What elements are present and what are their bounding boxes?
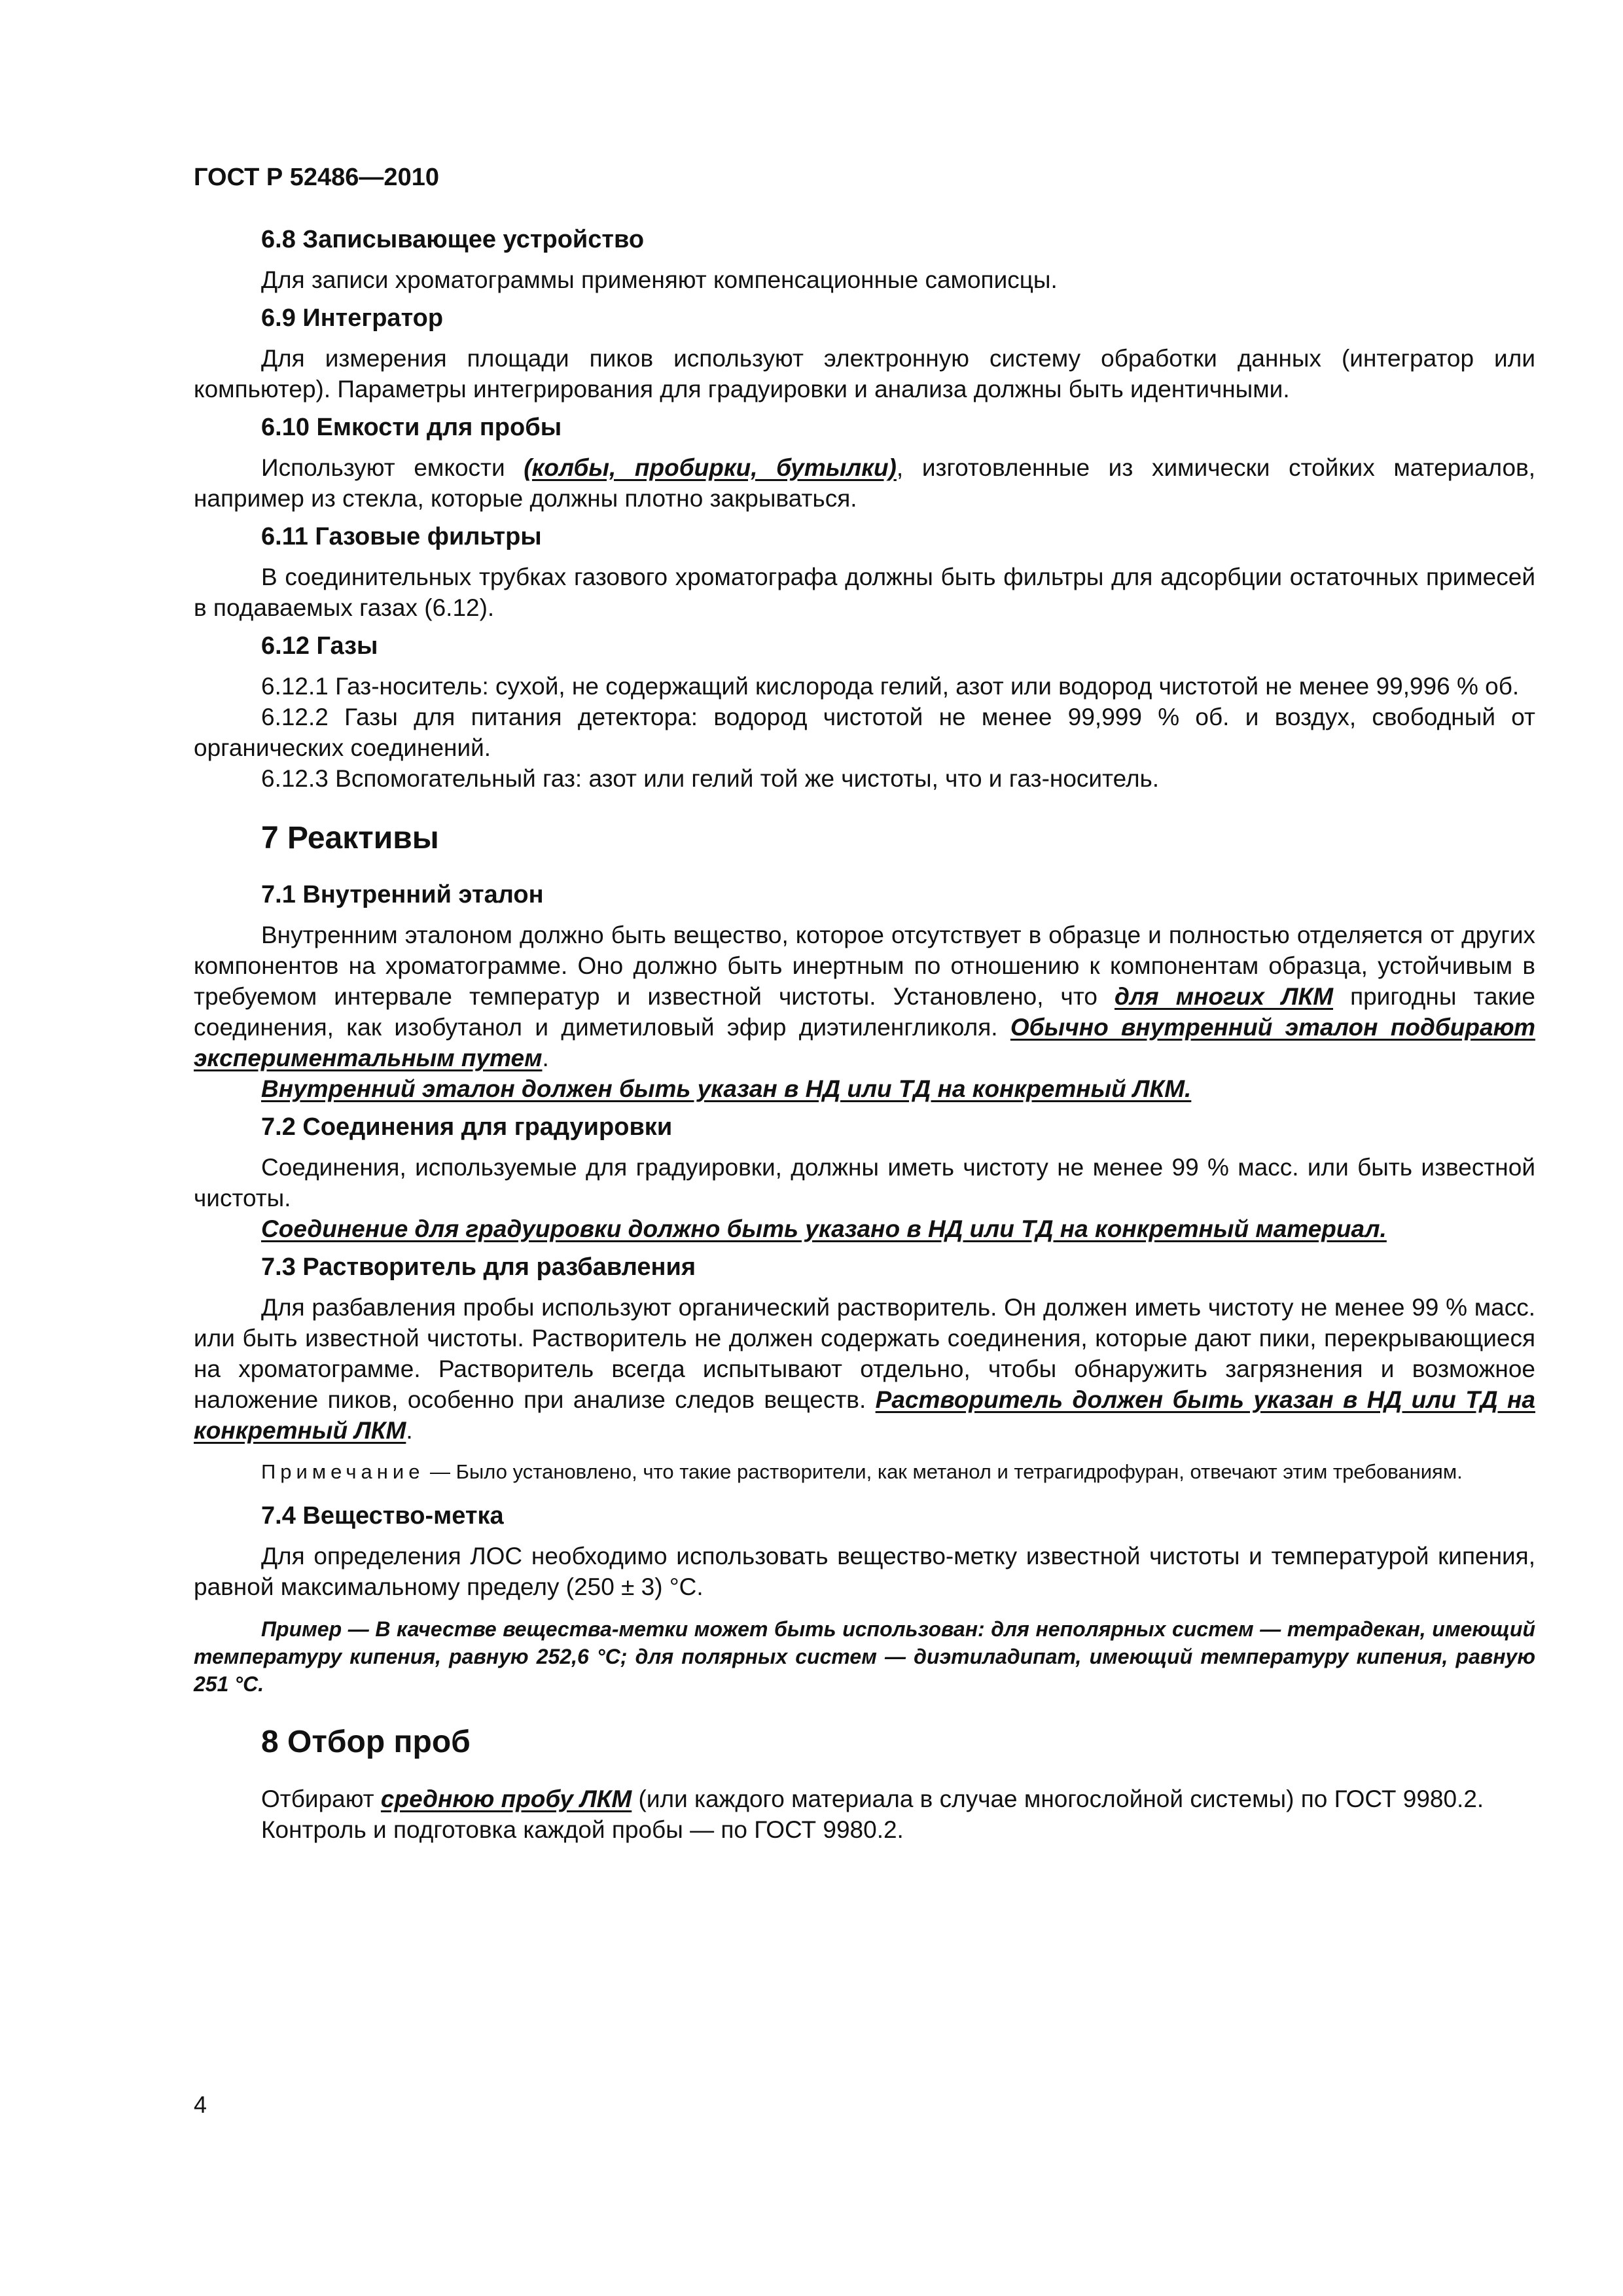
- section-8-text: [194, 1784, 1535, 1814]
- section-6-11-text: В соединительных трубках газового хроматографа должны быть фильтры для адсорбции остаточных примесей в подаваемых газах (6.12).: [194, 564, 1535, 621]
- text-run: Используют емкости: [261, 454, 524, 481]
- section-6-10-text: [194, 452, 1535, 514]
- section-6-8-title: 6.8 Записывающее устройство: [261, 226, 645, 253]
- note-text: — Было установлено, что такие растворители, как метанол и тетрагидрофуран, отвечают этим требованиям.: [424, 1460, 1463, 1483]
- section-7-2-requirement: [194, 1213, 1535, 1244]
- text-run: Отбирают: [261, 1785, 381, 1812]
- emphasis-text: среднюю пробу ЛКМ: [380, 1785, 632, 1812]
- emphasis-text: (колбы, пробирки, бутылки): [524, 454, 897, 481]
- section-6-9-title: 6.9 Интегратор: [261, 304, 444, 332]
- section-6-12-1-text: 6.12.1 Газ-носитель: сухой, не содержащий кислорода гелий, азот или водород чистотой не менее 99,996 % об.: [261, 673, 1520, 700]
- text-run: .: [406, 1417, 413, 1444]
- section-6-9-text: Для измерения площади пиков используют электронную систему обработки данных (интегратор или компьютер). Параметры интегрирования для градуировки и анализа должны быть идентичными.: [194, 345, 1535, 403]
- section-7-title: 7 Реактивы: [261, 821, 439, 855]
- section-7-3-title: 7.3 Растворитель для разбавления: [261, 1253, 696, 1281]
- emphasis-text: Внутренний эталон должен быть указан в НД или ТД на конкретный ЛКМ.: [261, 1075, 1192, 1102]
- text-run: Для разбавления пробы используют органический растворитель. Он должен иметь чистоту не менее 99 % масс. или быть известной чистоты. Растворитель не должен содержать соединения, которые дают пики, перекрывающиеся на хроматограмме. Растворитель всегда испытывают отдельно, чтобы обнаружить загрязнения и возможное наложение пиков, особенно при анализе следов веществ.: [194, 1294, 1535, 1413]
- note-label: Примечание: [261, 1460, 425, 1483]
- section-7-2-text: Соединения, используемые для градуировки, должны иметь чистоту не менее 99 % масс. или быть известной чистоты.: [194, 1154, 1535, 1211]
- section-6-8-text: Для записи хроматограммы применяют компенсационные самописцы.: [261, 266, 1058, 293]
- section-7-2-title: 7.2 Соединения для градуировки: [261, 1113, 673, 1141]
- section-6-11-title: 6.11 Газовые фильтры: [261, 523, 542, 550]
- text-run: (или каждого материала в случае многослойной системы) по ГОСТ 9980.2.: [632, 1785, 1484, 1812]
- section-7-1-requirement: [194, 1073, 1535, 1104]
- section-6-12-2-text: 6.12.2 Газы для питания детектора: водород чистотой не менее 99,999 % об. и воздух, свободный от органических соединений.: [194, 704, 1535, 761]
- emphasis-text: Соединение для градуировки должно быть указано в НД или ТД на конкретный материал.: [261, 1215, 1387, 1242]
- section-8-title: 8 Отбор проб: [261, 1725, 471, 1759]
- emphasis-text: для многих ЛКМ: [1115, 983, 1334, 1010]
- page-number: 4: [194, 2091, 207, 2118]
- text-run: .: [542, 1045, 549, 1071]
- emphasis-text: Обычно внутренний эталон подбирают экспериментальным путем: [194, 1014, 1535, 1071]
- section-6-12-title: 6.12 Газы: [261, 632, 378, 660]
- section-7-1-title: 7.1 Внутренний эталон: [261, 881, 544, 908]
- page-content: [194, 162, 1535, 1845]
- section-6-12-3-text: 6.12.3 Вспомогательный газ: азот или гелий той же чистоты, что и газ-носитель.: [261, 765, 1160, 792]
- text-run: пригодны такие соединения, как изобутанол и диметиловый эфир диэтиленгликоля.: [194, 983, 1536, 1041]
- text-run: Внутренним эталоном должно быть вещество, которое отсутствует в образце и полностью отделяется от других компонентов на хроматограмме. Оно должно быть инертным по отношению к компонентам образца, устойчивым в требуемом интервале температур и известной чистоты. Установлено, что: [194, 922, 1535, 1010]
- section-7-4-example: Пример — В качестве вещества-метки может быть использован: для неполярных систем — тетрадекан, имеющий температуру кипения, равную 252,6 °С; для полярных систем — диэтиладипат, имеющий температуру кипения, равную 251 °С.: [194, 1617, 1535, 1696]
- section-7-1-text: [194, 920, 1535, 1073]
- section-6-10-title: 6.10 Емкости для пробы: [261, 414, 562, 441]
- section-7-3-text: [194, 1292, 1535, 1446]
- emphasis-text: Растворитель должен быть указан в НД или ТД на конкретный ЛКМ: [194, 1386, 1535, 1444]
- section-8-control-text: Контроль и подготовка каждой пробы — по ГОСТ 9980.2.: [261, 1816, 904, 1843]
- text-run: , изготовленные из химически стойких материалов, например из стекла, которые должны плотно закрываться.: [194, 454, 1536, 512]
- section-7-4-text: Для определения ЛОС необходимо использовать вещество-метку известной чистоты и температурой кипения, равной максимальному пределу (250 ± 3) °С.: [194, 1543, 1535, 1600]
- section-7-4-title: 7.4 Вещество-метка: [261, 1502, 504, 1530]
- document-header: ГОСТ Р 52486—2010: [194, 164, 439, 191]
- section-7-3-note: [194, 1459, 1535, 1485]
